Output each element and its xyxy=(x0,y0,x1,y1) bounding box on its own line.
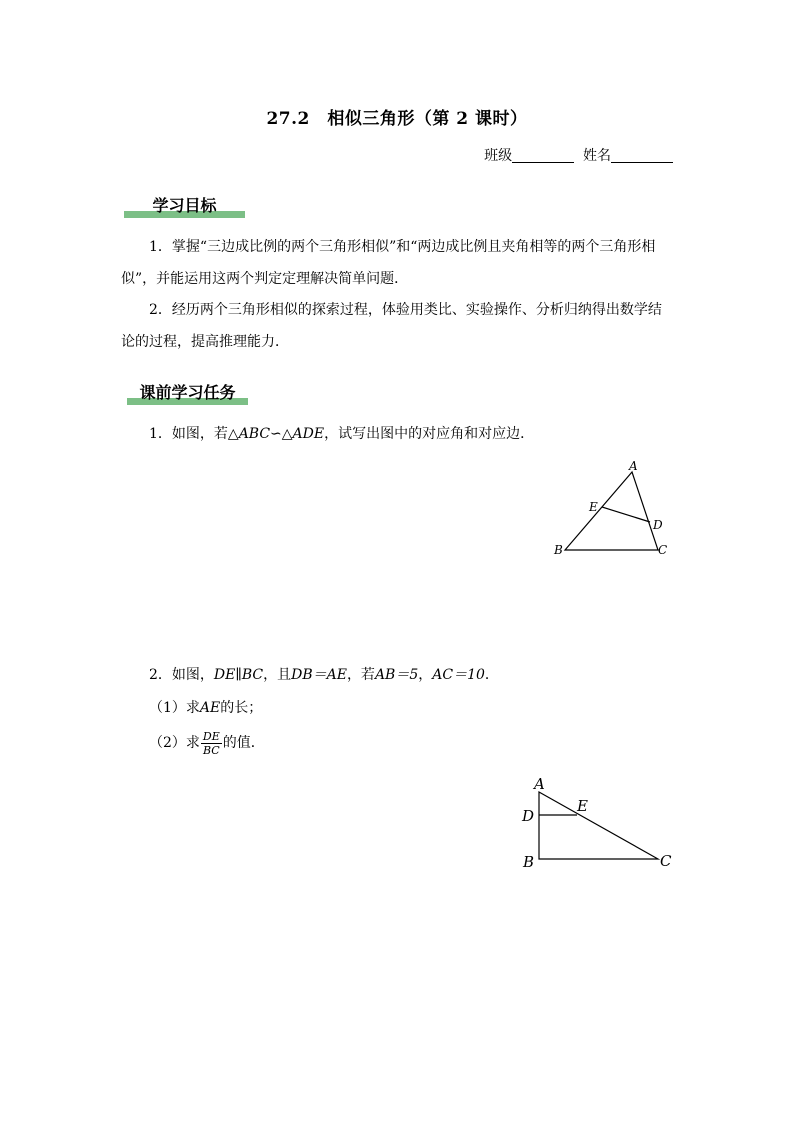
question-2-part-2: （2）求 $\frac{DE}{BC}$ 的值． xyxy=(149,729,265,757)
label-C: C xyxy=(658,543,668,557)
objective-item-1: 1．掌握“三边成比例的两个三角形相似”和“两边成比例且夹角相等的两个三角形相似”，并能运用这两个判定定理解决简单问题． xyxy=(121,239,656,287)
question-2: 2．如图，DE∥BC，且DB＝AE，若AB＝5，AC＝10． xyxy=(149,667,499,683)
question-2-part-1: （1）求AE的长； xyxy=(149,700,263,716)
section-heading-pretask xyxy=(127,379,248,405)
objective-item-2: 2．经历两个三角形相似的探索过程，体验用类比、实验操作、分析归纳得出数学结论的过程，提高推理能力． xyxy=(121,302,662,350)
label-D: D xyxy=(653,518,663,532)
label-B: B xyxy=(523,853,535,871)
heading-text: 课前学习任务 xyxy=(139,383,236,402)
label-D: D xyxy=(522,807,535,825)
heading-text: 学习目标 xyxy=(152,196,217,215)
label-E: E xyxy=(577,797,588,815)
figure-triangle-2 xyxy=(515,770,680,875)
page-title: 27.2 相似三角形（第 2 课时） xyxy=(266,109,528,129)
triangle-abc xyxy=(565,472,658,550)
label-A: A xyxy=(629,459,638,473)
fraction-de-bc: $\frac{DE}{BC}$ xyxy=(202,729,220,757)
label-A: A xyxy=(534,775,545,793)
segment-ed xyxy=(602,507,650,522)
figure-triangle-1 xyxy=(545,455,675,565)
question-1: 1．如图，若△ABC∽△ADE，试写出图中的对应角和对应边． xyxy=(149,426,535,442)
label-E: E xyxy=(589,500,598,514)
class-label: 班级 xyxy=(484,148,513,164)
label-B: B xyxy=(554,543,563,557)
similarity-relation: △ABC∽△ADE xyxy=(227,426,325,442)
name-label: 姓名 xyxy=(583,148,611,164)
class-blank[interactable] xyxy=(512,148,574,163)
section-heading-objectives xyxy=(124,192,245,218)
name-blank[interactable] xyxy=(611,148,673,163)
right-triangle-abc xyxy=(539,792,658,859)
label-C: C xyxy=(660,852,672,870)
class-name-line xyxy=(484,145,673,165)
